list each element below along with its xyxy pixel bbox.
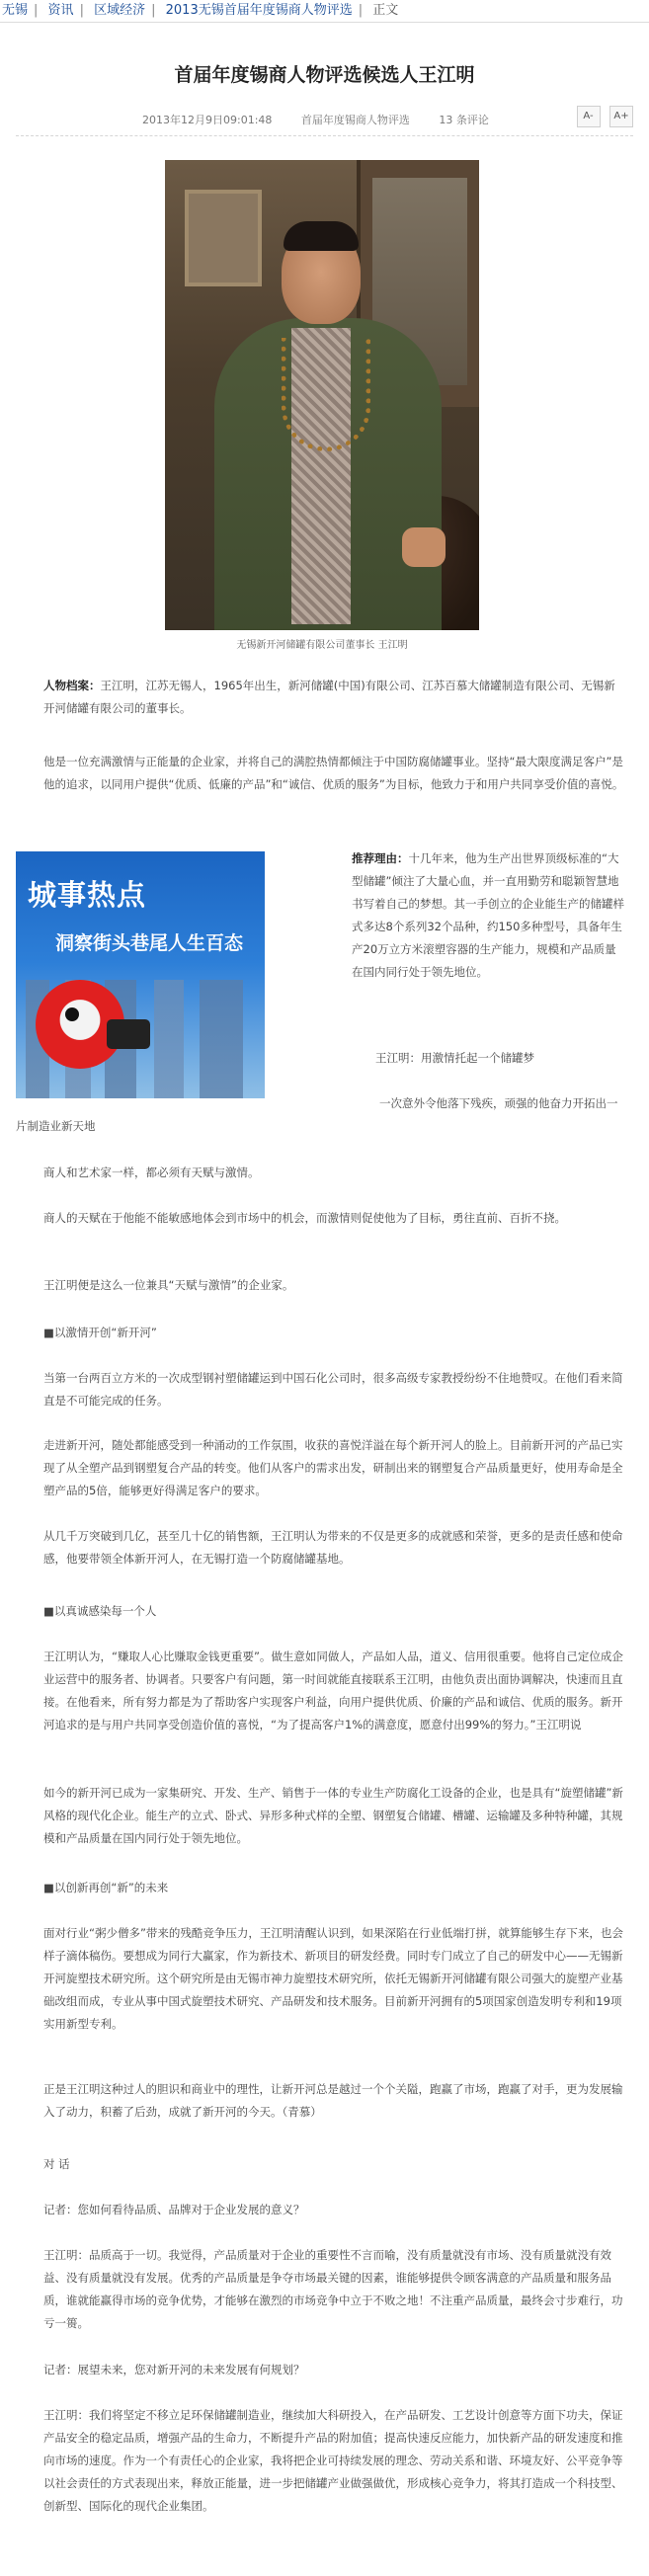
article-meta — [16, 106, 633, 136]
breadcrumb — [0, 0, 649, 23]
section-heading-sincerity: ■以真诚感染每一个人 — [43, 1604, 157, 1618]
font-increase-button[interactable]: A+ — [609, 106, 633, 127]
category-link[interactable]: 首届年度锡商人物评选 — [300, 114, 410, 126]
ad-banner[interactable] — [16, 851, 265, 1098]
photo-person-beads — [282, 338, 370, 451]
page-title: 首届年度锡商人物评选候选人王江明 — [174, 64, 475, 86]
breadcrumb-link-wuxi[interactable]: 无锡 — [2, 3, 29, 18]
font-size-controls — [571, 106, 634, 127]
subheading-tagline: 一次意外令他落下残疾，顽强的他奋力开拓出一片制造业新天地 — [16, 1096, 618, 1133]
paragraph-entrepreneur: 王江明便是这么一位兼具“天赋与激情”的企业家。 — [43, 1278, 294, 1292]
paragraph-artist: 商人和艺术家一样，都必须有天赋与激情。 — [43, 1166, 260, 1179]
font-decrease-button[interactable]: A- — [577, 106, 601, 127]
paragraph-courage: 正是王江明这种过人的胆识和商业中的理性，让新开河总是越过一个个关隘，跑赢了市场，跑赢了对手，更为发展输入了动力，积蓄了后劲，成就了新开河的今天。（青慕） — [43, 2082, 623, 2119]
breadcrumb-link-award[interactable]: 2013无锡首届年度锡商人物评选 — [165, 3, 353, 18]
section-heading-interview: 对 话 — [43, 2157, 70, 2171]
portrait-photo — [165, 160, 479, 630]
comments-link[interactable]: 13 条评论 — [439, 114, 489, 126]
paragraph-customers: 王江明认为，“赚取人心比赚取金钱更重要”。做生意如同做人，产品如人品，道义、信用很重要。他将自己定位成企业运营中的服务者、协调者。只要客户有问题，第一时间就能直接联系王江明，由他负责出面协调解决，快速而且直接。在他看来，所有努力都是为了帮助客户实现客户利益，向用户提供优质、价廉的产品和诚信、优质的服务。新开河追求的是与用户共同享受创造价值的喜悦，“为了提高客户1%的满意度，愿意付出99%的努力。”王江明说 — [43, 1650, 623, 1731]
breadcrumb-link-news[interactable]: 资讯 — [47, 3, 74, 18]
paragraph-sales: 从几千万突破到几亿，甚至几十亿的销售额，王江明认为带来的不仅是更多的成就感和荣誉，更多的是责任感和使命感，他要带领全体新开河人，在无锡打造一个防腐储罐基地。 — [43, 1529, 623, 1566]
photo-person-hand — [402, 527, 446, 567]
interview-answer-1: 王江明：品质高于一切。我觉得，产品质量对于企业的重要性不言而喻，没有质量就没有市场、没有质量就没有效益、没有质量就没有发展。优秀的产品质量是争夺市场最关键的因素，谁能够提供令顾客满意的产品质量和服务品质，谁就能赢得市场的竞争优势，才能够在激烈的市场竞争中立于不败之地！不注重产品质量，最终会寸步难行，功亏一篑。 — [43, 2248, 623, 2330]
paragraph-intro: 他是一位充满激情与正能量的企业家，并将自己的满腔热情都倾注于中国防腐储罐事业。坚持“最大限度满足客户”是他的追求，以同用户提供“优质、低廉的产品”和“诚信、优质的服务”为目标，他致力于和用户共同享受价值的喜悦。 — [43, 755, 624, 791]
paragraph-research: 面对行业“粥少僧多”带来的残酷竞争压力，王江明清醒认识到，如果深陷在行业低端打拼，就算能够生存下来，也会样子滴体稿伤。要想成为同行大赢家，作为新技术、新项目的研发经费。同时专门成立了自己的研发中心——无锡新开河旋塑技术研究所。这个研究所是由无锡市神力旋塑技术研究所，依托无锡新开河储罐有限公司强大的旋塑产业基础改组而成，专业从事中国式旋塑技术研究、产品研发和技术服务。目前新开河拥有的5项国家创造发明专利和19项实用新型专利。 — [43, 1926, 623, 2031]
paragraph-first-tank: 当第一台两百立方米的一次成型钢衬塑储罐运到中国石化公司时，很多高级专家教授纷纷不住地赞叹。在他们看来简直是不可能完成的任务。 — [43, 1371, 623, 1408]
interview-answer-2: 王江明：我们将坚定不移立足环保储罐制造业，继续加大科研投入，在产品研发、工艺设计创意等方面下功夫，保证产品安全的稳定品质，增强产品的生命力，不断提升产品的附加值；提高快速反应能力，加快新产品的研发速度和推向市场的速度。作为一个有责任心的企业家，我将把企业可持续发展的理念、劳动关系和谐、环境友好、公平竞争等以社会责任的方式表现出来，释放正能量，进一步把储罐产业做强做优，形成核心竞争力，将其打造成一个科技型、创新型、国际化的现代企业集团。 — [43, 2408, 623, 2513]
breadcrumb-separator: | — [79, 3, 84, 18]
ad-subheadline: 洞察街头巷尾人生百态 — [55, 932, 244, 954]
publish-date: 2013年12月9日09:01:48 — [142, 114, 273, 126]
profile-label: 人物档案： — [43, 679, 101, 692]
meta-info — [142, 112, 515, 127]
paragraph-reason: 推荐理由：十几年来，他为生产出世界顶级标准的“大型储罐”倾注了大量心血，并一直用勤劳和聪颖智慧地书写着自己的梦想。其一手创立的企业能生产的储罐样式多达8个系列32个品种，约150多种型号，具备年生产20万立方米滚塑容器的生产能力，规模和产品质量在国内同行处于领先地位。 — [352, 851, 624, 979]
paragraph-atmosphere: 走进新开河，随处都能感受到一种涌动的工作氛围，收获的喜悦洋溢在每个新开河人的脸上。目前新开河的产品已实现了从全塑产品到钢塑复合产品的转变。他们从客户的需求出发，研制出来的钢塑复合产品质量更好，使用寿命是全塑产品的5倍，能够更好得满足客户的要求。 — [43, 1438, 623, 1497]
breadcrumb-separator: | — [151, 3, 156, 18]
photo-caption: 无锡新开河储罐有限公司董事长 王江明 — [236, 640, 408, 651]
paragraph-profile: 人物档案：王江明，江苏无锡人，1965年出生，新河储罐(中国)有限公司、江苏百慕大储罐制造有限公司、无锡新开河储罐有限公司的董事长。 — [43, 679, 615, 715]
photo-person-hair — [284, 221, 359, 251]
ad-headline: 城事热点 — [28, 878, 147, 912]
camera-icon — [107, 1019, 150, 1049]
paragraph-company-today: 如今的新开河已成为一家集研究、开发、生产、销售于一体的专业生产防腐化工设备的企业，也是具有“旋塑储罐”新风格的现代化企业。能生产的立式、卧式、异形多种式样的全塑、钢塑复合储罐、槽罐、运输罐及多种特种罐，其规模和产品质量在国内同行处于领先地位。 — [43, 1786, 623, 1845]
breadcrumb-current: 正文 — [372, 3, 399, 18]
section-heading-dream: 王江明：用激情托起一个储罐梦 — [375, 1051, 534, 1065]
paragraph-talent: 商人的天赋在于他能不能敏感地体会到市场中的机会，而激情则促使他为了目标，勇往直前、百折不挠。 — [43, 1211, 566, 1225]
photo-wall-frame — [185, 190, 262, 286]
breadcrumb-separator: | — [34, 3, 39, 18]
section-heading-passion: ■以激情开创“新开河” — [43, 1326, 157, 1339]
interview-question-1: 记者：您如何看待品质、品牌对于企业发展的意义？ — [43, 2203, 305, 2216]
reason-label: 推荐理由： — [352, 851, 409, 865]
section-heading-innovation: ■以创新再创“新”的未来 — [43, 1881, 169, 1894]
breadcrumb-separator: | — [358, 3, 364, 18]
breadcrumb-link-regional-economy[interactable]: 区域经济 — [94, 3, 146, 18]
article-photo-figure — [165, 160, 479, 652]
interview-question-2: 记者：展望未来，您对新开河的未来发展有何规划？ — [43, 2363, 305, 2376]
